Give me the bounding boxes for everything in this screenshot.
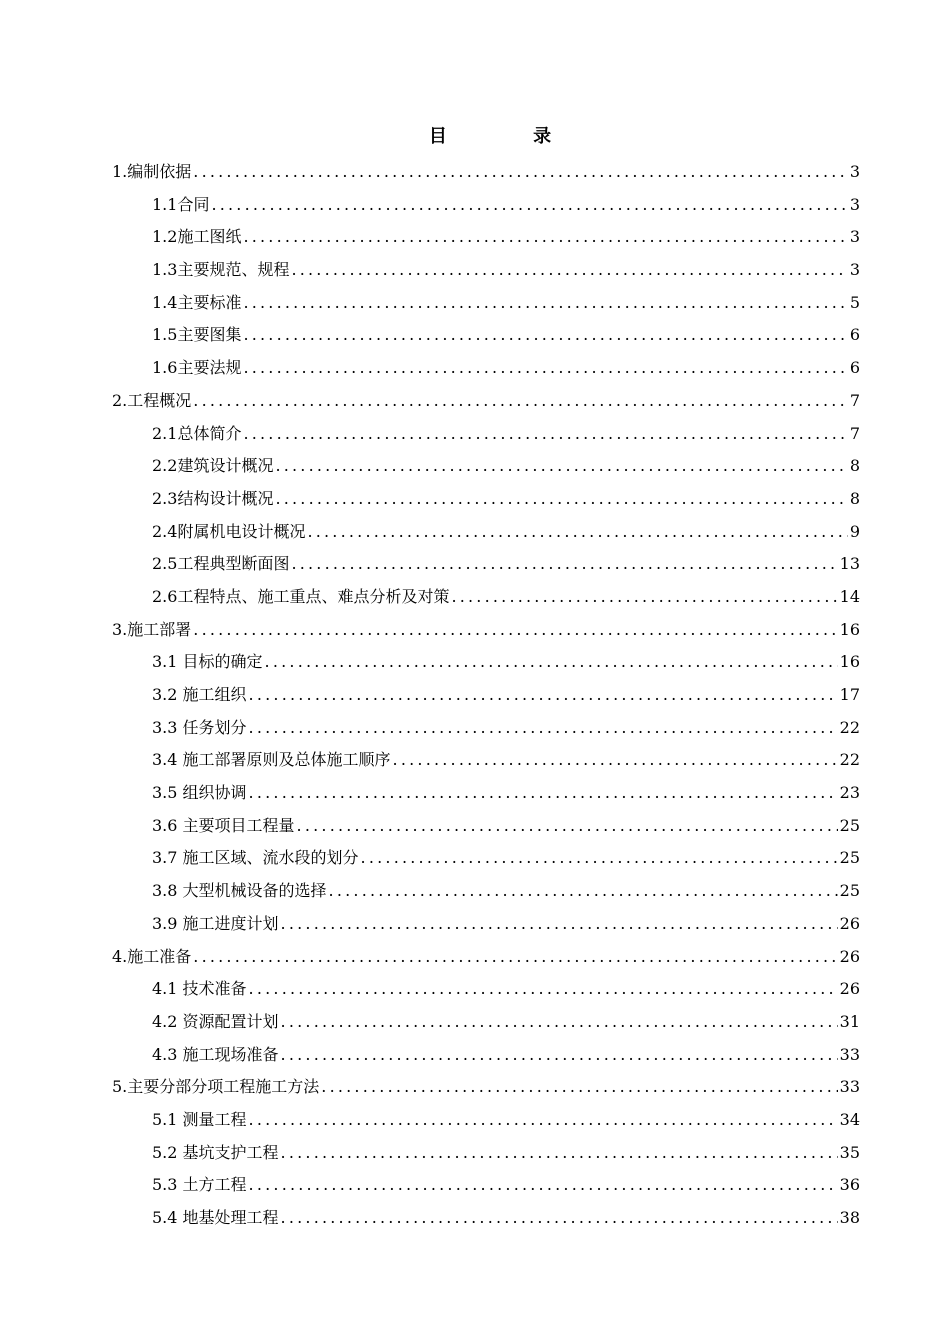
toc-entry-label: 1.6主要法规	[152, 358, 242, 378]
toc-entry[interactable]	[112, 1169, 860, 1202]
toc-entry-page-number: 3	[849, 162, 860, 181]
toc-dot-leader	[275, 483, 847, 516]
toc-dot-leader	[291, 548, 837, 581]
toc-entry[interactable]	[112, 189, 860, 222]
toc-dot-leader	[211, 189, 847, 222]
toc-dot-leader	[329, 875, 838, 908]
toc-entry-page-number: 3	[849, 227, 860, 247]
toc-entry-page-number: 5	[849, 292, 860, 312]
toc-entry-page-number: 6	[849, 325, 860, 345]
toc-entry-label: 2.工程概况	[112, 390, 192, 410]
toc-entry-label: 1.3主要规范、规程	[152, 260, 290, 280]
toc-entry[interactable]	[112, 221, 860, 254]
toc-dot-leader	[243, 221, 847, 254]
toc-entry-page-number: 16	[839, 619, 860, 639]
toc-entry-label: 3.3 任务划分	[152, 717, 247, 737]
toc-entry-label: 3.2 施工组织	[152, 685, 247, 704]
toc-dot-leader	[243, 352, 847, 385]
toc-entry-page-number: 3	[849, 260, 860, 280]
toc-entry-label: 3.9 施工进度计划	[152, 913, 279, 933]
toc-entry[interactable]	[112, 842, 860, 875]
toc-entry[interactable]	[112, 483, 860, 516]
toc-entry-page-number: 23	[839, 783, 860, 803]
toc-entry-label: 3.1 目标的确定	[152, 652, 263, 672]
toc-entry-label: 2.6工程特点、施工重点、难点分析及对策	[152, 586, 450, 606]
toc-dot-leader	[243, 418, 847, 451]
toc-entry[interactable]	[112, 352, 860, 385]
toc-entry-page-number: 26	[839, 946, 860, 966]
toc-dot-leader	[291, 254, 847, 287]
toc-entry-label: 2.4附属机电设计概况	[152, 521, 306, 541]
toc-entry[interactable]	[112, 1006, 860, 1039]
toc-entry-label: 5.4 地基处理工程	[152, 1208, 279, 1227]
toc-entry[interactable]	[112, 516, 860, 549]
toc-entry-page-number: 25	[839, 848, 860, 868]
toc-entry-label: 3.8 大型机械设备的选择	[152, 881, 327, 901]
toc-entry-page-number: 17	[839, 685, 860, 704]
toc-entry[interactable]	[112, 941, 860, 974]
toc-dot-leader	[393, 744, 838, 777]
toc-entry-label: 3.7 施工区域、流水段的划分	[152, 848, 359, 868]
toc-entry-label: 4.施工准备	[112, 946, 192, 966]
toc-entry[interactable]	[112, 548, 860, 581]
toc-entry-page-number: 8	[849, 456, 860, 476]
toc-title: 目 录	[428, 126, 592, 147]
toc-dot-leader	[249, 1104, 838, 1137]
toc-dot-leader	[281, 1039, 838, 1072]
toc-entry[interactable]	[112, 1202, 860, 1235]
toc-entry-page-number: 34	[839, 1109, 860, 1129]
toc-entry-page-number: 25	[839, 815, 860, 835]
toc-dot-leader	[297, 810, 838, 843]
toc-entry-label: 1.4主要标准	[152, 292, 242, 312]
toc-entry-label: 2.2建筑设计概况	[152, 456, 274, 476]
toc-entry-label: 2.5工程典型断面图	[152, 554, 290, 574]
toc-dot-leader	[243, 319, 847, 352]
toc-dot-leader	[193, 941, 837, 974]
toc-entry-label: 5.主要分部分项工程施工方法	[112, 1077, 320, 1097]
toc-dot-leader	[249, 712, 838, 745]
toc-dot-leader	[281, 908, 838, 941]
toc-entry[interactable]	[112, 875, 860, 908]
toc-entry[interactable]	[112, 744, 860, 777]
toc-entry-page-number: 7	[849, 390, 860, 410]
toc-entry[interactable]	[112, 1039, 860, 1072]
toc-entry-page-number: 6	[849, 358, 860, 378]
toc-entry[interactable]	[112, 319, 860, 352]
toc-entry[interactable]	[112, 1104, 860, 1137]
toc-entry-page-number: 9	[849, 521, 860, 541]
toc-dot-leader	[281, 1202, 838, 1235]
toc-entry-page-number: 13	[839, 554, 860, 574]
toc-entry-label: 3.4 施工部署原则及总体施工顺序	[152, 750, 391, 770]
toc-entry[interactable]	[112, 810, 860, 843]
toc-dot-leader	[249, 973, 838, 1006]
toc-entry-page-number: 3	[849, 194, 860, 214]
toc-entry-page-number: 14	[839, 586, 860, 606]
toc-entry-page-number: 26	[839, 979, 860, 999]
toc-dot-leader	[275, 450, 847, 483]
toc-entry[interactable]	[112, 679, 860, 712]
toc-dot-leader	[193, 614, 837, 647]
toc-dot-leader	[361, 842, 838, 875]
toc-dot-leader	[193, 156, 848, 189]
toc-entry[interactable]	[112, 1137, 860, 1170]
toc-dot-leader	[265, 646, 838, 679]
toc-dot-leader	[193, 385, 848, 418]
toc-entry[interactable]	[112, 712, 860, 745]
toc-entry-page-number: 16	[839, 652, 860, 672]
toc-entry[interactable]	[112, 156, 860, 189]
toc-entry-label: 5.2 基坑支护工程	[152, 1142, 279, 1162]
toc-entry[interactable]	[112, 908, 860, 941]
toc-entry-label: 4.3 施工现场准备	[152, 1044, 279, 1064]
toc-entry-label: 3.5 组织协调	[152, 783, 247, 803]
toc-entry-page-number: 33	[839, 1044, 860, 1064]
toc-entry[interactable]	[112, 1071, 860, 1104]
toc-entry[interactable]	[112, 581, 860, 614]
toc-entry[interactable]	[112, 287, 860, 320]
toc-dot-leader	[249, 679, 838, 712]
toc-entry-label: 4.1 技术准备	[152, 979, 247, 999]
toc-entry-label: 1.2施工图纸	[152, 227, 242, 247]
toc-entry-page-number: 38	[839, 1208, 860, 1227]
toc-dot-leader	[307, 516, 847, 549]
toc-entry-label: 5.1 测量工程	[152, 1109, 247, 1129]
toc-entry[interactable]	[112, 777, 860, 810]
toc-entry-page-number: 22	[839, 717, 860, 737]
toc-entry-label: 1.1合同	[152, 194, 210, 214]
toc-dot-leader	[281, 1006, 838, 1039]
toc-dot-leader	[249, 777, 838, 810]
toc-entry-page-number: 7	[849, 423, 860, 443]
toc-list	[112, 156, 860, 1235]
toc-entry[interactable]	[112, 254, 860, 287]
toc-dot-leader	[243, 287, 847, 320]
toc-dot-leader	[249, 1169, 838, 1202]
toc-dot-leader	[451, 581, 837, 614]
toc-entry-page-number: 36	[839, 1175, 860, 1195]
toc-entry-page-number: 35	[839, 1142, 860, 1162]
toc-entry-page-number: 22	[839, 750, 860, 770]
toc-entry-label: 2.3结构设计概况	[152, 488, 274, 508]
toc-dot-leader	[281, 1137, 838, 1170]
toc-entry-page-number: 26	[839, 913, 860, 933]
toc-entry[interactable]	[112, 646, 860, 679]
toc-entry[interactable]	[112, 385, 860, 418]
toc-entry-label: 4.2 资源配置计划	[152, 1011, 279, 1031]
toc-entry-page-number: 33	[839, 1077, 860, 1097]
toc-entry-page-number: 25	[839, 881, 860, 901]
toc-entry-label: 1.5主要图集	[152, 325, 242, 345]
toc-entry-label: 3.施工部署	[112, 619, 192, 639]
toc-entry-label: 2.1总体简介	[152, 423, 242, 443]
toc-entry[interactable]	[112, 450, 860, 483]
toc-entry-label: 1.编制依据	[112, 162, 192, 181]
toc-dot-leader	[321, 1071, 837, 1104]
toc-entry-label: 5.3 土方工程	[152, 1175, 247, 1195]
toc-entry-label: 3.6 主要项目工程量	[152, 815, 295, 835]
toc-entry-page-number: 8	[849, 488, 860, 508]
toc-entry[interactable]	[112, 614, 860, 647]
toc-entry[interactable]	[112, 973, 860, 1006]
toc-entry-page-number: 31	[839, 1011, 860, 1031]
toc-entry[interactable]	[112, 418, 860, 451]
